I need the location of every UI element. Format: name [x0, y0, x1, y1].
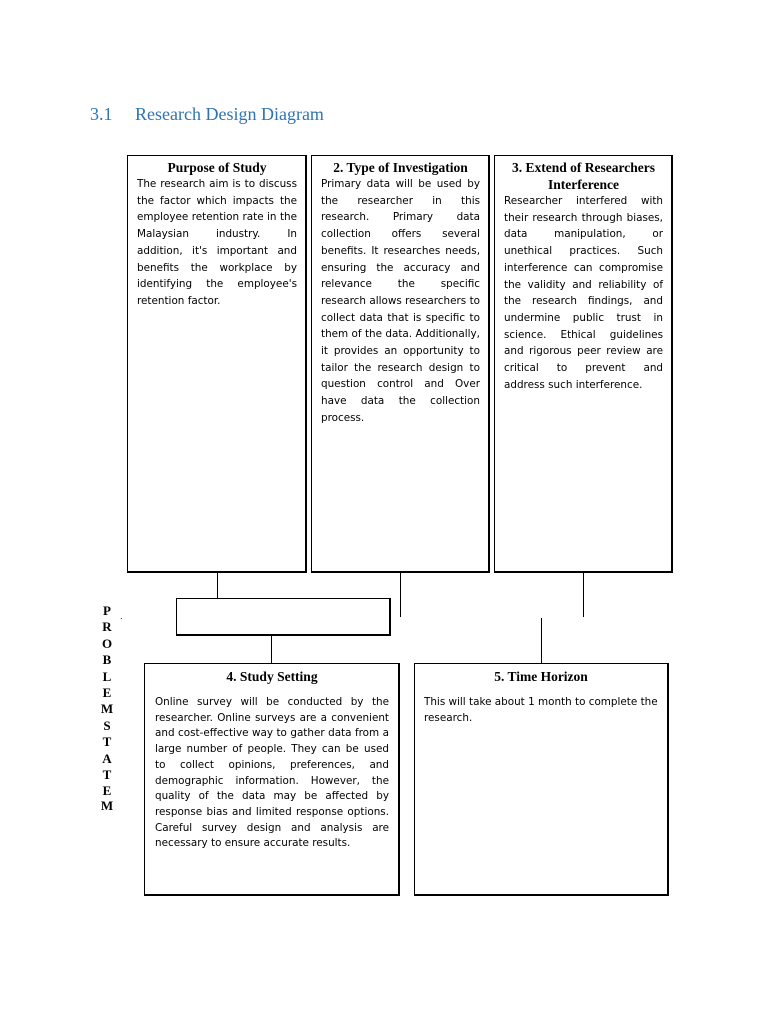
connector-line: [541, 618, 542, 664]
side-letter: L: [102, 668, 112, 684]
section-title: Research Design Diagram: [135, 104, 324, 124]
type-of-investigation-title: 2. Type of Investigation: [333, 160, 468, 175]
side-letter: P: [103, 603, 111, 618]
time-horizon-text: This will take about 1 month to complete the research.: [424, 696, 658, 724]
side-mark: .: [120, 612, 123, 621]
side-letter: T: [102, 734, 112, 750]
side-letter: E: [102, 783, 112, 799]
study-setting-title: 4. Study Setting: [226, 669, 318, 684]
researcher-interference-box: [494, 155, 673, 573]
time-horizon-box: [414, 663, 669, 896]
time-horizon-title: 5. Time Horizon: [494, 669, 588, 684]
purpose-of-study-text: The research aim is to discuss the factor which impacts the employee retention rate in the Malaysian industry. In addition, it's important and benefits the workplace by identifying the employee's retention factor.: [137, 178, 297, 307]
side-letter: T: [102, 767, 112, 783]
study-setting-box: [144, 663, 400, 896]
side-letter: R: [102, 619, 112, 635]
side-letter: A: [102, 750, 112, 766]
section-heading: [90, 104, 324, 125]
purpose-of-study-box: [127, 155, 307, 573]
side-letter: M: [100, 799, 114, 812]
side-letter: B: [102, 652, 112, 668]
connector-line: [217, 573, 218, 598]
side-letter: S: [103, 717, 111, 733]
side-letter: M: [100, 701, 114, 717]
side-letter: O: [101, 635, 113, 651]
connector-line: [400, 573, 401, 617]
side-letter: E: [102, 685, 112, 701]
researcher-interference-text: Researcher interfered with their research through biases, data manipulation, or unethical practices. Such interference can compromise the validity and reliability of the research findings, and undermine public trust in science. Ethical guidelines and rigorous peer review are critical to prevent and address such interference.: [504, 195, 663, 391]
researcher-interference-title: 3. Extend of Researchers Interference: [512, 160, 655, 192]
purpose-of-study-title: Purpose of Study: [167, 160, 267, 175]
connector-line: [271, 636, 272, 664]
problem-statement-side-label: [100, 603, 114, 812]
section-number: 3.1: [90, 104, 113, 124]
connector-line: [583, 573, 584, 617]
type-of-investigation-text: Primary data will be used by the researcher in this research. Primary data collection offers several benefits. It researches needs, ensuring the accuracy and relevance the specific research allows researchers to collect data that is specific to them of the data. Additionally, it provides an opportunity to tailor the research design to question control and Over have data the collection process.: [321, 178, 480, 424]
type-of-investigation-box: [311, 155, 490, 573]
problem-statement-box: [176, 598, 391, 636]
study-setting-text: Online survey will be conducted by the researcher. Online surveys are a convenient and cost-effective way to gather data from a large number of people. They can be used to collect opinions, preferences, and demographic information. However, the quality of the data may be affected by response bias and limited response options. Careful survey design and analysis are necessary to ensure accurate results.: [155, 696, 389, 850]
